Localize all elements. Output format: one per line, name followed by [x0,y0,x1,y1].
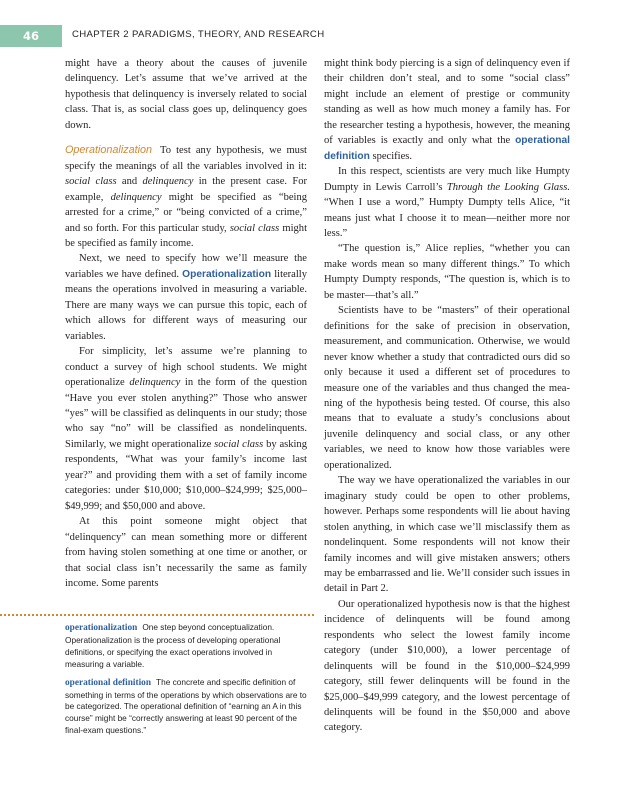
paragraph: “The question is,” Alice replies, “whether you can make words mean so many different things.” To which Humpty Dumpty responds, “The question is, which is to be master—that’s all.” [324,243,570,301]
glossary-term: operational definition [65,677,152,688]
glossary-divider [0,614,314,616]
paragraph: Scientists have to be “masters” of their operational definitions for the sake of precision in observation, measurement, and communication. Otherwise, we would never know whether a study that contradicted ours did so only because it used a different set of procedures to measure one of the variables and thus changed the meaning of the hypothesis being tested. Of course, this also means that to evaluate a study’s conclusions about juvenile delinquency and social class, or any other variables, we need to know how those variables were operationalized. [324,305,570,471]
page-header [0,0,636,46]
paragraph: At this point someone might object that “delinquency” can mean something more or different from having stolen something at one time or another, or that social class isn’t necessarily the same as family income. Some parents [65,516,307,589]
paragraph: might have a theory about the causes of juvenile delinquency. Let’s assume that we’ve arrived at the hypothesis that delinquency is inversely related to social class. That is, as social class goes up, delinquency goes down. [65,58,307,131]
paragraph: For simplicity, let’s assume we’re planning to conduct a survey of high school students. We might operationalize delinquency in the form of the question “Have you ever stolen anything?” Those who answer “yes” will be classified as delinquents in our study; those who say “no” will be classified as nondelinquents. Similarly, we might operationalize social class by asking respondents, “What was your family’s income last year?” and providing them with a set of family income categories: under $10,000; $10,000–$24,999; $25,000–$49,999; and $50,000 and above. [65,346,307,512]
page-number: 46 [0,25,62,47]
paragraph: Next, we need to specify how we’ll measure the variables we have defined. Operationalization literally means the operations involved in measuring a variable. There are many ways we can pursue this topic, each of which allows for different ways of measuring our variables. [65,253,308,342]
key-term: Operationalization [182,268,272,280]
right-column [324,56,570,736]
paragraph: Operationalization To test any hypothesis, we must specify the meanings of all the variables involved in it: social class and delinquency in the present case. For example, delinquency might be specified as “being arrested for a crime,” or “being convicted of a crime,” and so forth. For this particular study, social class might be specified as family income. [65,144,308,249]
glossary-box [65,622,307,743]
section-heading: Operationalization [65,144,153,157]
paragraph: The way we have operationalized the variables in our imaginary study could be open to other problems, however. Perhaps some respondents will lie about having stolen anything, in which case we’ll misclassify them as nondelinquent. Some respondents will not know their family incomes and will give mistaken answers; others may be embarrassed and lie. We’ll consider such issues in detail in Part 2. [324,475,570,595]
left-column [65,56,307,591]
glossary-entry: operationalization One step beyond conceptualization. Operationalization is the process of developing operational definitions, or specifying the exact operations involved in measuring a variable. [65,622,281,669]
paragraph: In this respect, scientists are very much like Humpty Dumpty in Lewis Carroll’s Through the Looking Glass. “When I use a word,” Humpty Dumpty tells Alice, “it means just what I choose it to mean—neither more nor less.” [324,166,570,239]
paragraph: Our operationalized hypothesis now is that the highest incidence of delinquents will be found among respondents who select the lowest family income category (under $10,000), a lower percentage of delinquents will be found in the $10,000–$24,999 category, still fewer delinquents will be found in the $25,000–$49,999 category, and the lowest percentage of delinquents will be found in the $50,000 and above category. [324,598,570,734]
key-term: operational definition [324,135,570,162]
paragraph: might think body piercing is a sign of delinquency even if their children don’t steal, and to some “social class” might include an element of prestige or community standing as well as how much money a family has. For the researcher testing a hypothesis, however, the meaning of variables is exactly and only what the operational definition specifies. [324,58,570,162]
glossary-term: operationalization [65,623,138,633]
glossary-entry: operational definition The concrete and specific definition of something in terms of the operations by which observations are to be categorized. The operational definition of “earning an A in this course” might be “correctly answering at least 90 percent of the final-exam questions.” [65,676,307,736]
running-head: CHAPTER 2 PARADIGMS, THEORY, AND RESEARCH [72,29,325,40]
